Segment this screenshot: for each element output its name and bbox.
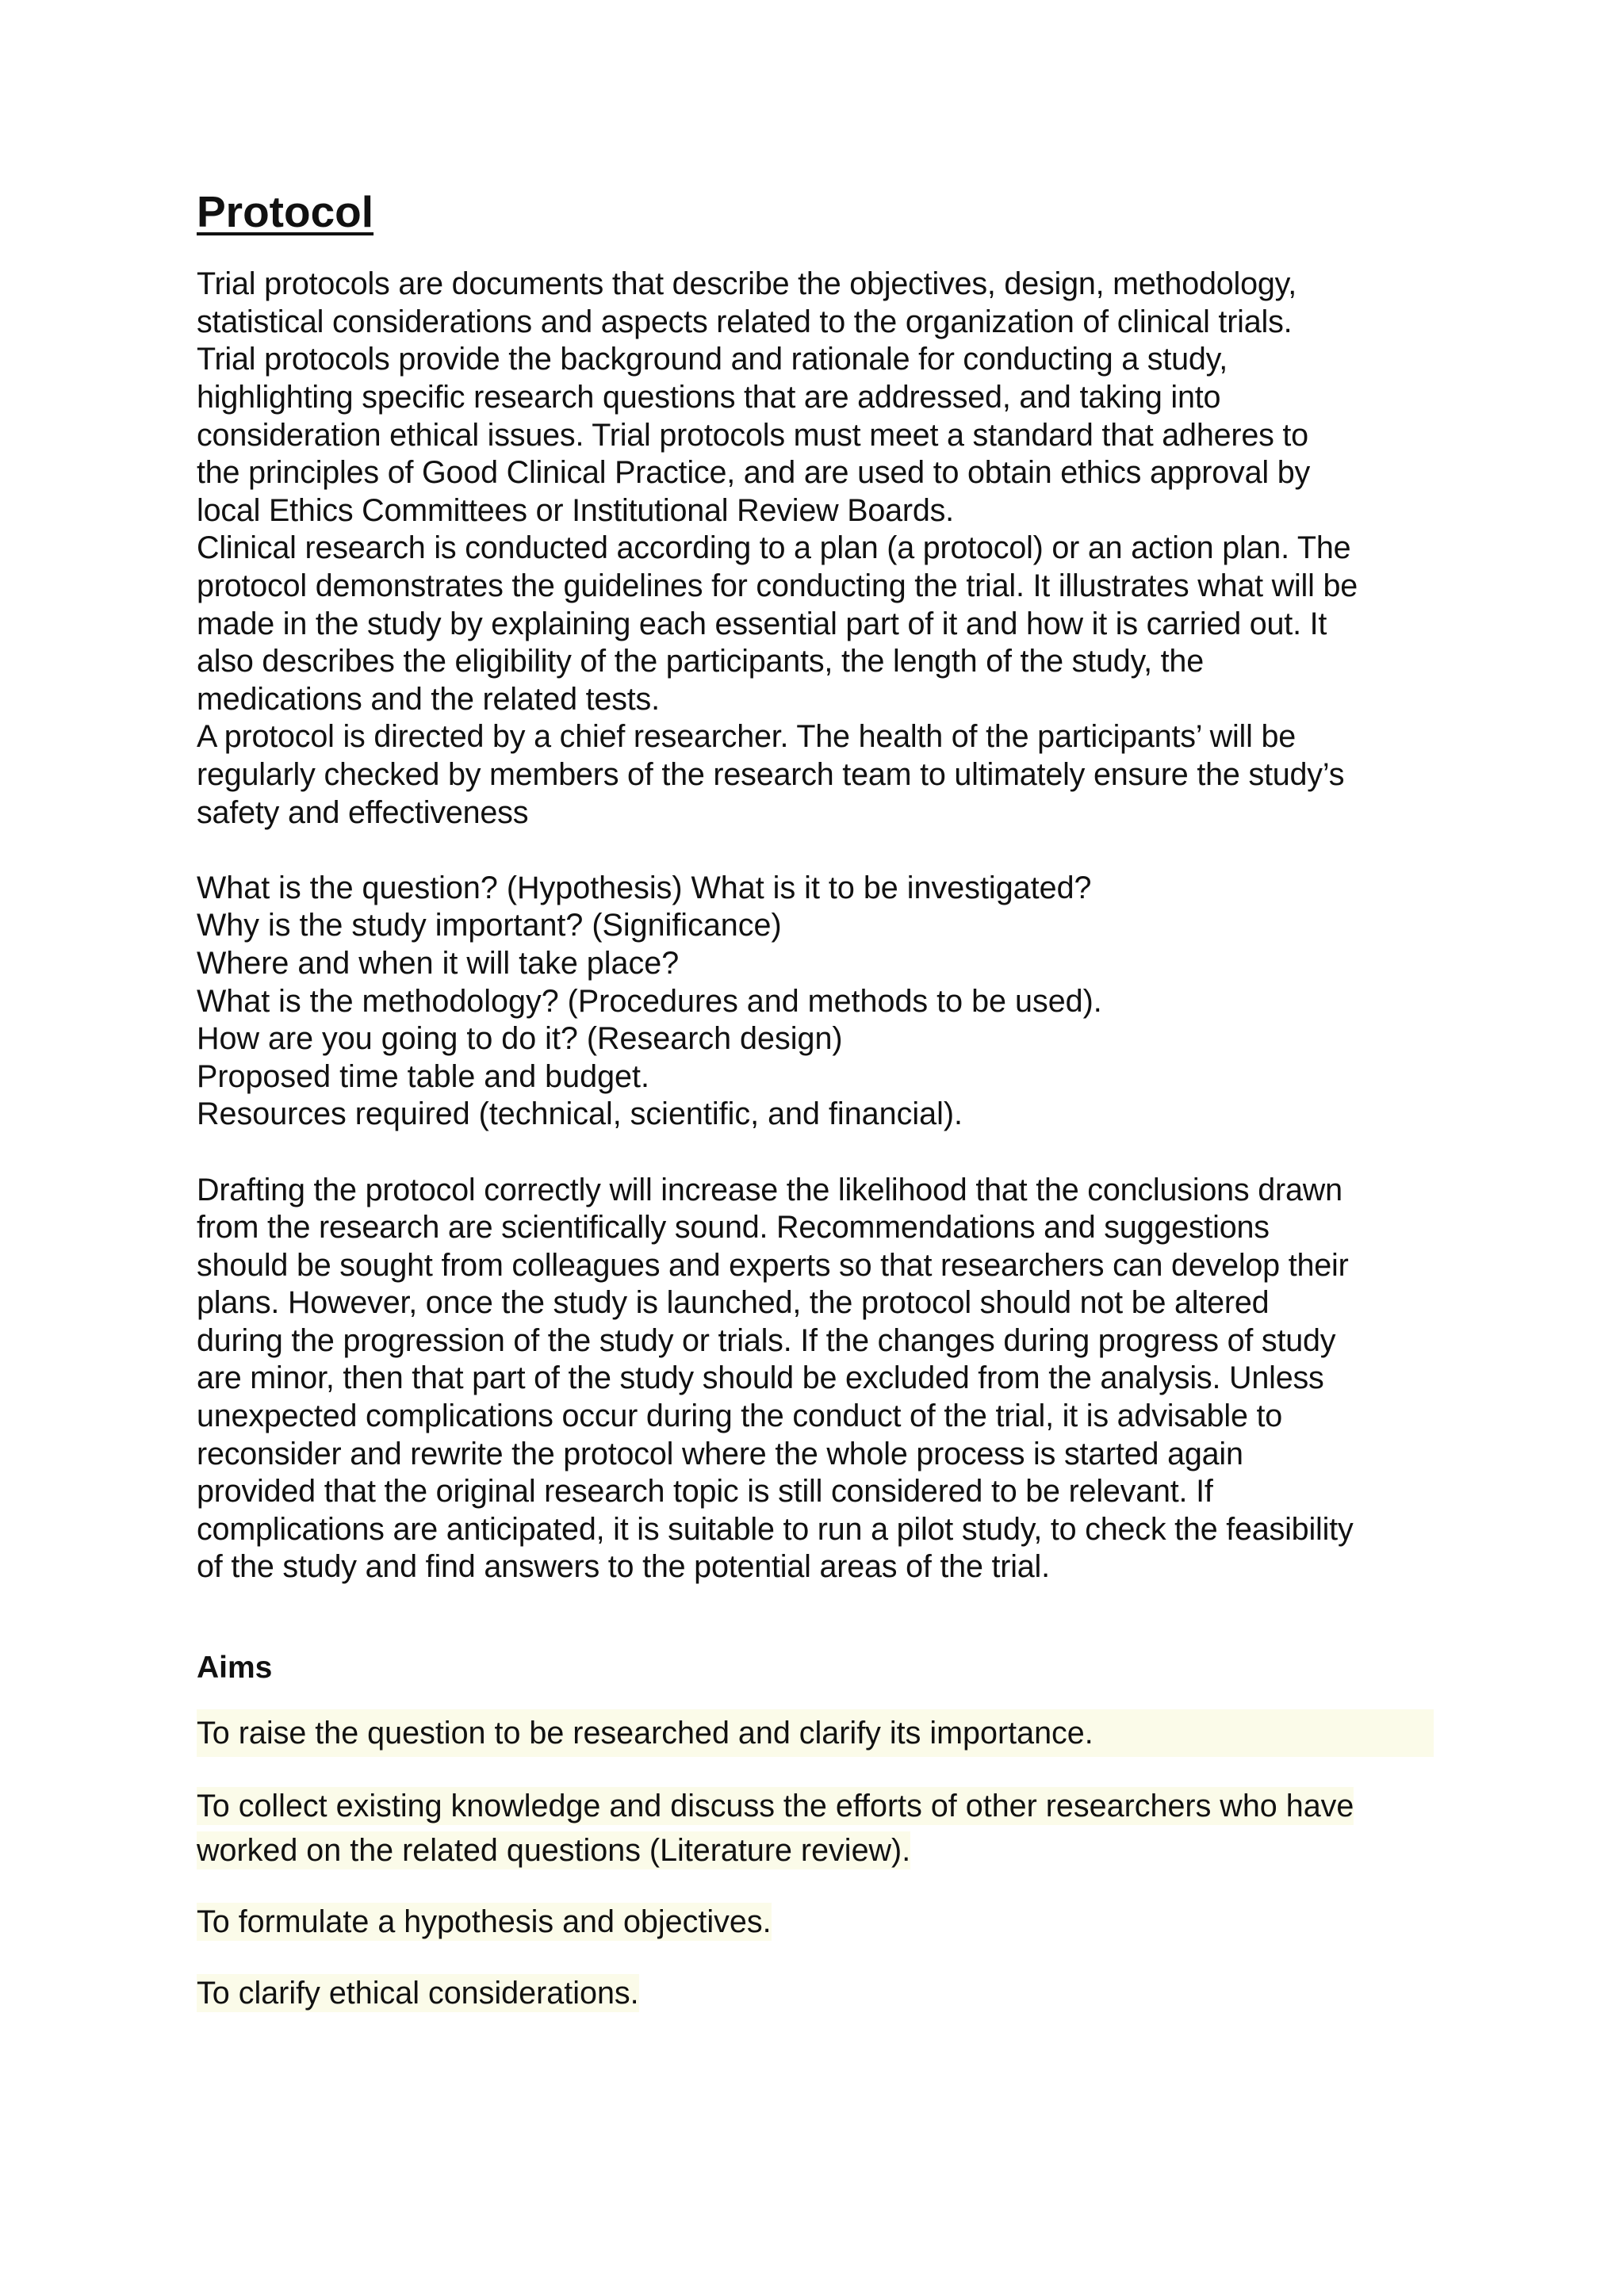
text-line: Drafting the protocol correctly will increase the likelihood that the conclusions drawn — [197, 1172, 1342, 1207]
aim-item — [197, 1784, 1434, 1873]
aims-list — [197, 1709, 1434, 2015]
aim-line-wrap — [197, 1828, 1434, 1873]
text-line: provided that the original research topic is still considered to be relevant. If — [197, 1474, 1213, 1510]
aim-text: To collect existing knowledge and discuss the efforts of other researchers who have — [197, 1788, 1354, 1823]
drafting-paragraph — [197, 1172, 1434, 1587]
text-line: Trial protocols are documents that describe the objectives, design, methodology, — [197, 266, 1297, 302]
intro-paragraph — [197, 266, 1434, 832]
text-line: from the research are scientifically sound. Recommendations and suggestions — [197, 1210, 1270, 1246]
text-line: safety and effectiveness — [197, 794, 529, 830]
question-item: Resources required (technical, scientific, and financial). — [197, 1096, 963, 1132]
question-item: What is the methodology? (Procedures and methods to be used). — [197, 983, 1102, 1019]
question-item: Where and when it will take place? — [197, 945, 680, 981]
aim-text: To raise the question to be researched and clarify its importance. — [197, 1709, 1434, 1757]
text-line: consideration ethical issues. Trial protocols must meet a standard that adheres to — [197, 417, 1308, 453]
aim-line-wrap — [197, 1784, 1434, 1828]
text-line: complications are anticipated, it is suitable to run a pilot study, to check the feasibility — [197, 1511, 1354, 1547]
question-item: Why is the study important? (Significance) — [197, 908, 782, 943]
question-item: What is the question? (Hypothesis) What is it to be investigated? — [197, 870, 1092, 905]
text-line: statistical considerations and aspects related to the organization of clinical trials. — [197, 304, 1293, 339]
text-line: A protocol is directed by a chief researcher. The health of the participants’ will be — [197, 719, 1297, 755]
aim-item — [197, 1900, 1434, 1944]
aim-item — [197, 1971, 1434, 2015]
aim-text: To formulate a hypothesis and objectives. — [197, 1904, 772, 1939]
text-line: made in the study by explaining each essential part of it and how it is carried out. It — [197, 606, 1327, 641]
text-line: during the progression of the study or trials. If the changes during progress of study — [197, 1322, 1336, 1358]
text-line: protocol demonstrates the guidelines for conducting the trial. It illustrates what will be — [197, 568, 1358, 603]
text-line: are minor, then that part of the study should be excluded from the analysis. Unless — [197, 1360, 1324, 1396]
text-line: the principles of Good Clinical Practice, and are used to obtain ethics approval by — [197, 455, 1311, 491]
text-line: local Ethics Committees or Institutional Review Boards. — [197, 492, 954, 528]
question-item: How are you going to do it? (Research design) — [197, 1021, 843, 1057]
text-line: should be sought from colleagues and experts so that researchers can develop their — [197, 1247, 1349, 1283]
text-line: of the study and find answers to the potential areas of the trial. — [197, 1549, 1050, 1585]
text-line: highlighting specific research questions that are addressed, and taking into — [197, 380, 1221, 415]
aims-heading: Aims — [197, 1651, 273, 1686]
document-content — [197, 187, 1434, 2042]
question-list — [197, 870, 1434, 1134]
text-line: reconsider and rewrite the protocol where the whole process is started again — [197, 1436, 1243, 1471]
aim-item — [197, 1709, 1434, 1757]
text-line: Clinical research is conducted according to a plan (a protocol) or an action plan. The — [197, 530, 1351, 566]
text-line: also describes the eligibility of the participants, the length of the study, the — [197, 644, 1204, 679]
question-item: Proposed time table and budget. — [197, 1058, 649, 1094]
text-line: Trial protocols provide the background and rationale for conducting a study, — [197, 342, 1228, 377]
page-title: Protocol — [197, 187, 374, 236]
text-line: unexpected complications occur during the conduct of the trial, it is advisable to — [197, 1399, 1283, 1434]
text-line: plans. However, once the study is launched, the protocol should not be altered — [197, 1285, 1270, 1321]
paragraph-gap — [197, 832, 1434, 870]
text-line: medications and the related tests. — [197, 681, 660, 717]
aim-text: To clarify ethical considerations. — [197, 1975, 639, 2011]
text-line: regularly checked by members of the research team to ultimately ensure the study’s — [197, 756, 1345, 792]
paragraph-gap — [197, 1134, 1434, 1172]
aim-text: worked on the related questions (Literature review). — [197, 1832, 911, 1868]
